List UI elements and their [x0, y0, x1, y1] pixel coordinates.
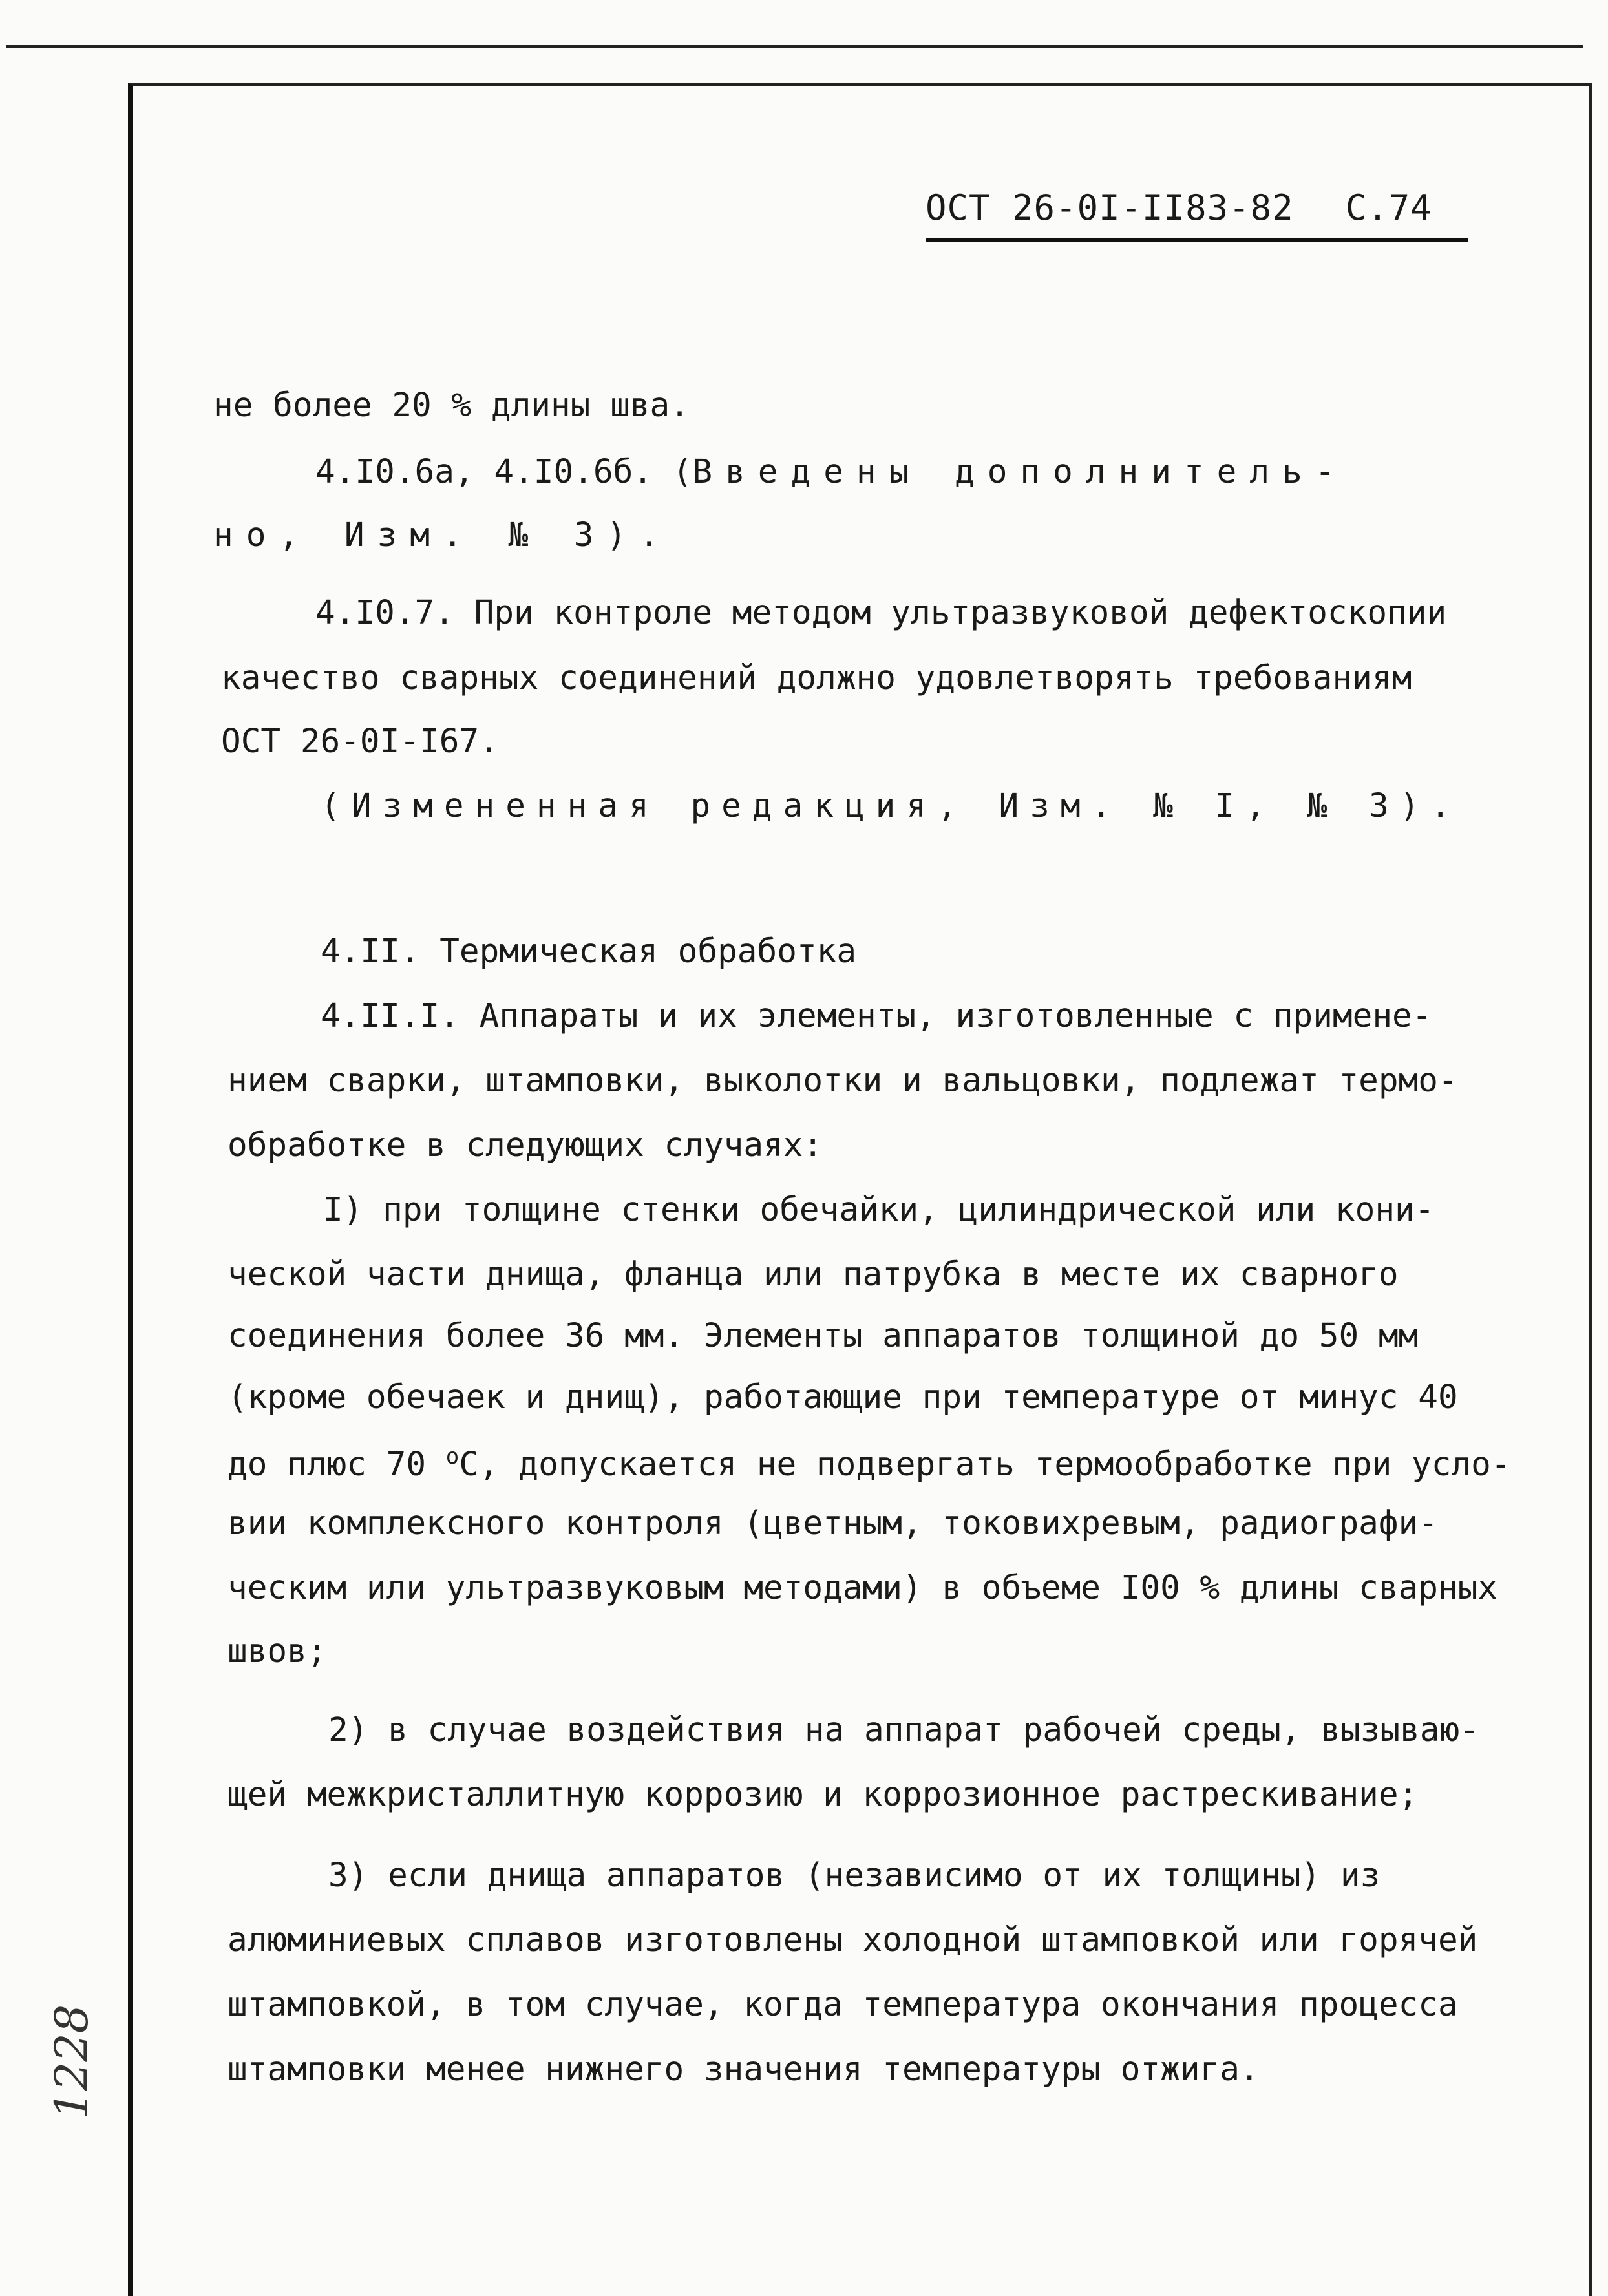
- text-line: (Измененная редакция, Изм. № I, № 3).: [321, 787, 1462, 825]
- text-line: 3) если днища аппаратов (независимо от их толщины) из: [328, 1857, 1381, 1895]
- text-line: обработке в следующих случаях:: [227, 1126, 823, 1164]
- text-line: не более 20 % длины шва.: [213, 386, 690, 425]
- doc-code: ОСТ 26-0I-II83-82: [926, 187, 1294, 228]
- text-line: ческим или ультразвуковым методами) в объеме I00 % длины сварных: [227, 1569, 1498, 1607]
- text-line: 4.I0.6а, 4.I0.6б. (Введены дополнитель-: [315, 453, 1348, 491]
- stamp-underline: [926, 238, 1468, 242]
- text-line: 2) в случае воздействия на аппарат рабочей среды, вызываю-: [328, 1711, 1479, 1749]
- text-line: швов;: [227, 1632, 327, 1670]
- text-line: 4.II.I. Аппараты и их элементы, изготовленные с примене-: [321, 997, 1432, 1035]
- text-line: (кроме обечаек и днищ), работающие при температуре от минус 40: [227, 1378, 1458, 1417]
- text-line: вии комплексного контроля (цветным, токовихревым, радиографи-: [227, 1504, 1438, 1543]
- text-line: ОСТ 26-0I-I67.: [221, 722, 499, 761]
- text-line: соединения более 36 мм. Элементы аппаратов толщиной до 50 мм: [227, 1317, 1419, 1355]
- text-line: ческой части днища, фланца или патрубка в месте их сварного: [227, 1256, 1399, 1294]
- text-line: щей межкристаллитную коррозию и коррозионное растрескивание;: [227, 1776, 1419, 1814]
- text-line: 4.I0.7. При контроле методом ультразвуковой дефектоскопии: [315, 594, 1447, 632]
- section-heading: 4.II. Термическая обработка: [321, 932, 857, 971]
- margin-handwritten-number: 1228: [45, 2004, 98, 2120]
- text-line: качество сварных соединений должно удовлетворять требованиям: [221, 659, 1412, 697]
- text-line: алюминиевых сплавов изготовлены холодной штамповкой или горячей: [227, 1921, 1478, 1959]
- text-line: I) при толщине стенки обечайки, цилиндрической или кони-: [323, 1191, 1435, 1229]
- text-line: штамповки менее нижнего значения температуры отжига.: [227, 2050, 1260, 2089]
- top-rule: [6, 45, 1583, 48]
- document-stamp: [926, 187, 1432, 228]
- text-line: штамповкой, в том случае, когда температура окончания процесса: [227, 1986, 1458, 2024]
- text-line: но, Изм. № 3).: [213, 516, 672, 554]
- text-line: до плюс 70 $^о$С, допускается не подвергать термообработке при усло-: [227, 1444, 1511, 1484]
- page-label: С.74: [1345, 187, 1432, 228]
- text-line: нием сварки, штамповки, выколотки и вальцовки, подлежат термо-: [227, 1062, 1458, 1100]
